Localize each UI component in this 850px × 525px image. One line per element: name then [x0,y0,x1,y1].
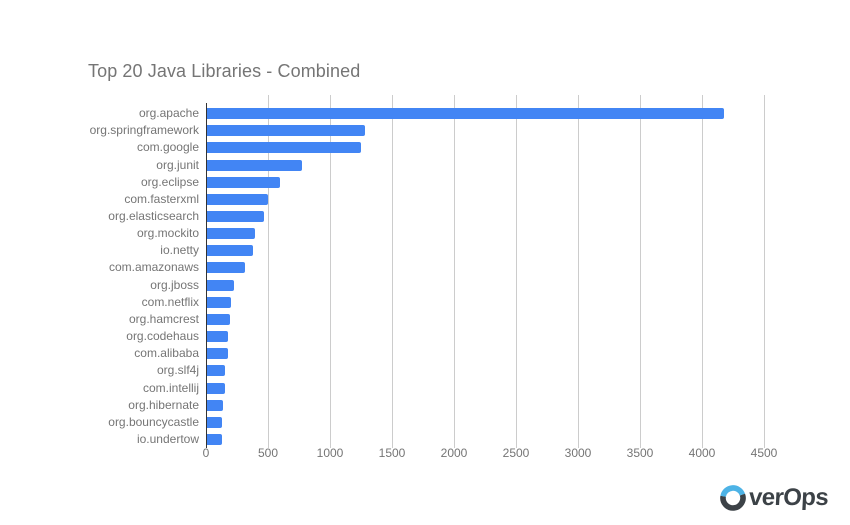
overops-o-icon [719,483,748,513]
logo-text: verOps [748,484,829,511]
bar[interactable] [207,245,253,256]
bar-row [126,328,764,345]
bar-row [150,277,764,294]
bar[interactable] [207,314,230,325]
x-tick-label: 4500 [750,446,778,460]
gridline [764,95,765,448]
bar[interactable] [207,417,222,428]
bar-row [156,362,764,379]
x-tick-label: 3500 [626,446,654,460]
category-label: com.alibaba [134,346,199,361]
bar[interactable] [207,228,255,239]
bar[interactable] [207,108,724,119]
category-label: org.elasticsearch [108,209,199,224]
bar-row [141,294,764,311]
bar-row [108,259,764,276]
bar[interactable] [207,297,231,308]
category-label: org.slf4j [156,363,199,378]
category-label: com.netflix [141,294,199,309]
bar-row [128,397,764,414]
bar[interactable] [207,400,223,411]
category-label: org.codehaus [126,329,199,344]
bar[interactable] [207,125,365,136]
bar-row [140,174,764,191]
x-tick-label: 2000 [440,446,468,460]
bar[interactable] [207,262,245,273]
bar-rows [89,105,764,448]
category-label: org.bouncycastle [108,414,199,429]
bar[interactable] [207,348,228,359]
bar-row [108,414,764,431]
bar-row [124,191,764,208]
chart-title: Top 20 Java Libraries - Combined [88,61,361,81]
category-label: org.eclipse [140,174,199,189]
x-tick-label: 1000 [316,446,344,460]
bar-row [134,345,764,362]
category-label: org.springframework [89,123,199,138]
category-label: org.apache [138,106,199,121]
bar[interactable] [207,160,302,171]
x-axis-labels [202,446,778,462]
bar-row [136,225,764,242]
category-label: com.amazonaws [108,260,199,275]
bar[interactable] [207,177,280,188]
bar[interactable] [207,434,222,445]
category-label: io.netty [160,243,199,258]
category-label: com.intellij [142,380,199,395]
bar[interactable] [207,280,234,291]
bar-row [89,122,764,139]
bar-row [160,242,764,259]
bar[interactable] [207,211,264,222]
bar-row [142,380,764,397]
category-label: org.hibernate [128,397,199,412]
x-tick-label: 1500 [378,446,406,460]
x-tick-label: 0 [202,446,210,460]
bar-row [156,156,764,173]
x-tick-label: 500 [257,446,279,460]
category-label: org.hamcrest [128,311,199,326]
bar-row [128,311,764,328]
bar[interactable] [207,383,225,394]
category-label: com.fasterxml [124,191,199,206]
bar[interactable] [207,365,225,376]
category-label: io.undertow [136,432,199,447]
category-label: org.mockito [136,226,199,241]
bar-row [136,139,764,156]
plot-area [89,95,764,448]
overops-logo [719,483,828,513]
bar[interactable] [207,142,361,153]
bar[interactable] [207,194,268,205]
category-label: org.junit [156,157,199,172]
x-tick-label: 2500 [502,446,530,460]
bar-row [138,105,764,122]
category-label: org.jboss [150,277,199,292]
x-tick-label: 3000 [564,446,592,460]
x-tick-label: 4000 [688,446,716,460]
bar[interactable] [207,331,228,342]
bar-row [108,208,764,225]
category-label: com.google [136,140,199,155]
